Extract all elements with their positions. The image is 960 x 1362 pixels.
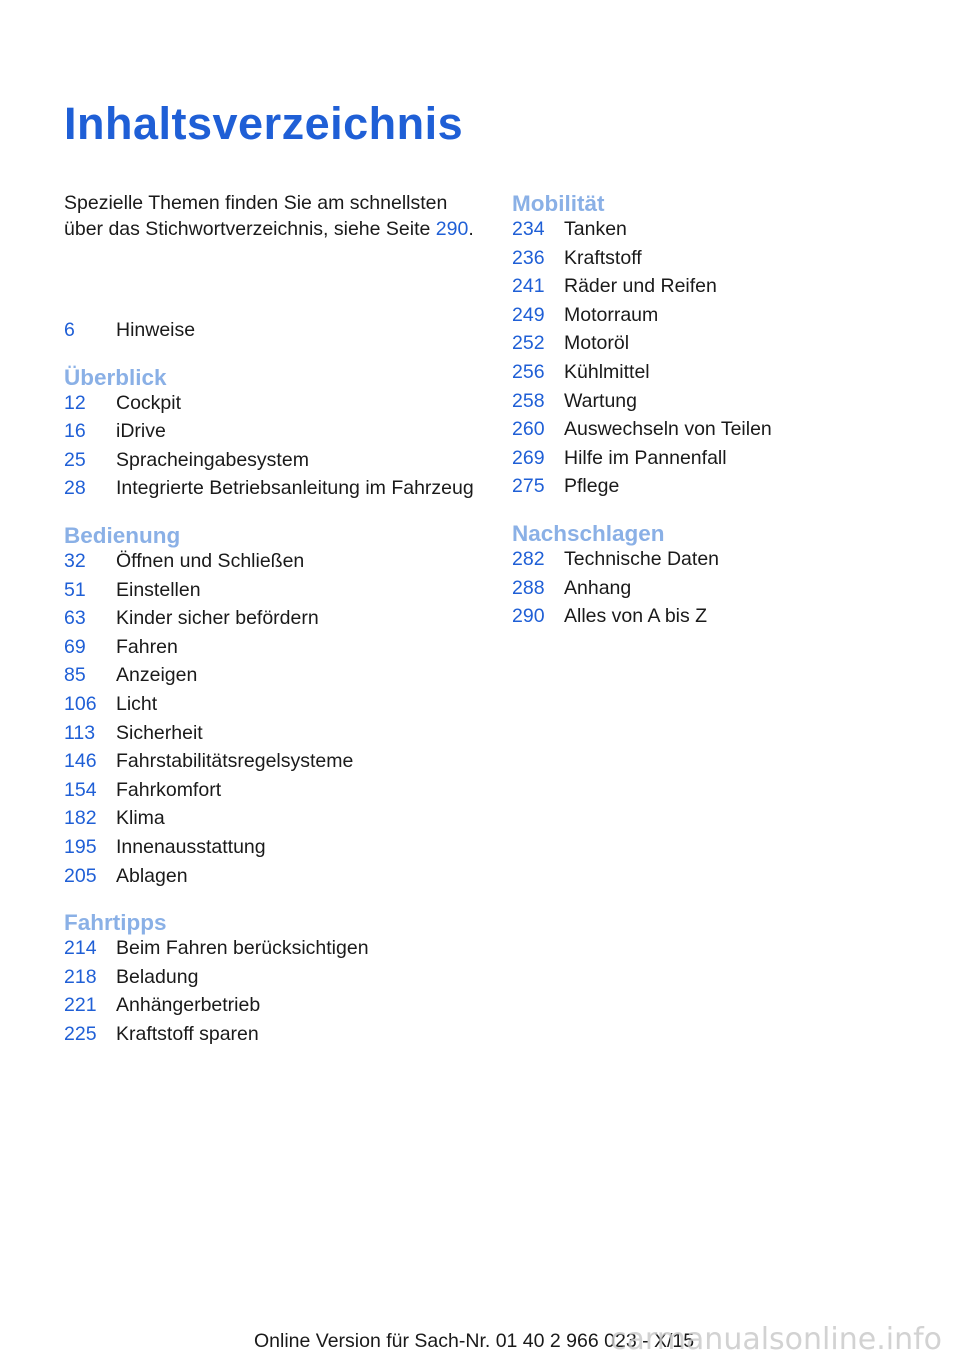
toc-entry[interactable] <box>64 635 484 664</box>
toc-entry-label: Auswechseln von Teilen <box>564 418 772 441</box>
toc-page-number[interactable]: 113 <box>64 721 96 744</box>
toc-section <box>512 520 932 633</box>
toc-entry[interactable] <box>64 864 484 893</box>
toc-entry[interactable] <box>512 417 932 446</box>
toc-page-number[interactable]: 195 <box>64 835 97 858</box>
toc-page-number[interactable]: 25 <box>64 448 86 471</box>
intro-paragraph <box>64 190 474 242</box>
toc-entry-label: Innenausstattung <box>116 835 266 858</box>
toc-entry[interactable] <box>512 274 932 303</box>
toc-entry-label: Öffnen und Schließen <box>116 549 305 572</box>
toc-entry[interactable] <box>512 303 932 332</box>
toc-page-number[interactable]: 69 <box>64 635 86 658</box>
toc-entry[interactable] <box>512 360 932 389</box>
toc-page-number[interactable]: 154 <box>64 778 97 801</box>
toc-entry-label: iDrive <box>116 420 166 443</box>
section-heading: Mobilität <box>512 191 605 216</box>
toc-entry[interactable] <box>512 389 932 418</box>
toc-entry-label: Beladung <box>116 965 199 988</box>
section-heading: Nachschlagen <box>512 520 665 546</box>
toc-page-number[interactable]: 258 <box>512 389 545 412</box>
toc-entry[interactable] <box>512 547 932 576</box>
toc-page-number[interactable]: 290 <box>512 605 545 628</box>
toc-entry-label: Wartung <box>564 389 637 412</box>
toc-entry[interactable] <box>512 474 932 503</box>
toc-page-number[interactable]: 6 <box>64 319 75 341</box>
toc-entry[interactable] <box>64 391 484 420</box>
toc-entry[interactable] <box>512 576 932 605</box>
toc-page-number[interactable]: 106 <box>64 692 97 715</box>
toc-entry[interactable] <box>64 578 484 607</box>
toc-left-column <box>64 318 484 1067</box>
toc-entry[interactable] <box>512 331 932 360</box>
toc-entry[interactable] <box>512 604 932 633</box>
toc-entry-label: Technische Daten <box>564 547 720 570</box>
toc-page-number[interactable]: 221 <box>64 994 97 1017</box>
toc-page-number[interactable]: 256 <box>512 360 545 383</box>
toc-entry-label: Einstellen <box>116 578 201 601</box>
toc-entry[interactable] <box>64 721 484 750</box>
toc-entry[interactable] <box>64 806 484 835</box>
toc-page-number[interactable]: 28 <box>64 477 86 500</box>
toc-entry-label: Fahrkomfort <box>116 778 222 801</box>
toc-page-number[interactable]: 51 <box>64 578 86 601</box>
toc-page-number[interactable]: 249 <box>512 303 545 326</box>
toc-entry[interactable] <box>512 446 932 475</box>
toc-page-number[interactable]: 146 <box>64 750 97 773</box>
toc-entry[interactable] <box>64 419 484 448</box>
toc-entry-label: Tanken <box>564 218 627 240</box>
toc-entry-label: Hilfe im Pannenfall <box>564 446 727 469</box>
toc-entry[interactable] <box>512 217 932 246</box>
toc-page-number[interactable]: 32 <box>64 549 86 572</box>
toc-entry[interactable] <box>64 965 484 994</box>
toc-section <box>64 318 484 347</box>
toc-entry-label: Räder und Reifen <box>564 275 717 298</box>
toc-page-number[interactable]: 205 <box>64 864 97 887</box>
toc-page-number[interactable]: 182 <box>64 807 97 830</box>
toc-entry-label: Hinweise <box>116 319 196 341</box>
toc-entry[interactable] <box>64 778 484 807</box>
toc-right-column <box>512 190 932 650</box>
toc-entry[interactable] <box>64 1022 484 1051</box>
toc-entry[interactable] <box>64 663 484 692</box>
toc-entry-label: Beim Fahren berücksichtigen <box>116 937 369 960</box>
toc-page-number[interactable]: 218 <box>64 965 97 988</box>
toc-entry-label: Motorraum <box>564 303 659 326</box>
toc-entry-label: Pflege <box>564 475 620 498</box>
toc-section <box>64 364 484 505</box>
toc-page-number[interactable]: 288 <box>512 576 545 599</box>
toc-entry-label: Anzeigen <box>116 664 198 687</box>
toc-entry-label: Spracheingabesystem <box>116 448 309 471</box>
footer-version: Online Version für Sach-Nr. 01 40 2 966 023 - X/15 <box>254 1330 695 1352</box>
toc-section <box>64 522 484 892</box>
toc-page-number[interactable]: 63 <box>64 607 86 630</box>
toc-page-number[interactable]: 234 <box>512 218 545 240</box>
toc-entry-label: Fahren <box>116 635 178 658</box>
toc-entry-label: Kühlmittel <box>564 360 650 383</box>
toc-page-number[interactable]: 85 <box>64 664 86 687</box>
toc-entry-label: Motoröl <box>564 332 630 355</box>
toc-page-number[interactable]: 12 <box>64 391 86 414</box>
toc-page-number[interactable]: 236 <box>512 246 545 269</box>
intro-suffix: . <box>468 218 474 240</box>
toc-entry-label: Anhängerbetrieb <box>116 994 261 1017</box>
toc-entry[interactable] <box>64 835 484 864</box>
toc-entry[interactable] <box>64 448 484 477</box>
toc-entry-label: Anhang <box>564 576 632 599</box>
toc-page-number[interactable]: 269 <box>512 446 545 469</box>
toc-entry[interactable] <box>64 749 484 778</box>
toc-entry[interactable] <box>64 476 484 505</box>
toc-section <box>512 190 932 503</box>
toc-section <box>64 909 484 1050</box>
toc-entry-label: Kraftstoff <box>564 246 642 269</box>
toc-entry[interactable] <box>64 318 484 347</box>
toc-entry-label: Integrierte Betriebsanleitung im Fahrzeug <box>116 477 474 500</box>
toc-page-number[interactable]: 252 <box>512 332 545 355</box>
toc-entry-label: Kraftstoff sparen <box>116 1022 259 1045</box>
toc-entry[interactable] <box>64 549 484 578</box>
toc-entry-label: Kinder sicher befördern <box>116 607 319 630</box>
toc-entry[interactable] <box>64 993 484 1022</box>
toc-entry-label: Licht <box>116 692 158 715</box>
toc-entry[interactable] <box>64 692 484 721</box>
toc-page-number[interactable]: 282 <box>512 547 545 570</box>
toc-page-number[interactable]: 16 <box>64 420 86 443</box>
toc-entry-label: Cockpit <box>116 391 182 414</box>
toc-page-number[interactable]: 241 <box>512 275 545 298</box>
intro-page-link[interactable]: 290 <box>435 218 469 240</box>
toc-entry-label: Sicherheit <box>116 721 203 744</box>
toc-entry-label: Fahrstabilitätsregelsysteme <box>116 750 354 773</box>
page-title: Inhaltsverzeichnis <box>64 98 464 149</box>
section-heading: Überblick <box>64 364 167 390</box>
toc-entry[interactable] <box>64 606 484 635</box>
toc-entry-label: Ablagen <box>116 864 188 887</box>
toc-page-number[interactable]: 225 <box>64 1022 97 1045</box>
toc-entry[interactable] <box>64 936 484 965</box>
toc-entry-label: Klima <box>116 807 165 830</box>
toc-page-number[interactable]: 260 <box>512 418 545 441</box>
toc-entry-label: Alles von A bis Z <box>564 605 708 628</box>
watermark: carmanualsonline.info <box>610 1322 942 1357</box>
toc-entry[interactable] <box>512 246 932 275</box>
toc-page-number[interactable]: 275 <box>512 475 545 498</box>
section-heading: Bedienung <box>64 522 181 548</box>
section-heading: Fahrtipps <box>64 910 167 936</box>
intro-text: Spezielle Themen finden Sie am schnellsten über das Stichwortverzeichnis, siehe Seite <box>64 192 448 240</box>
toc-page-number[interactable]: 214 <box>64 937 97 960</box>
